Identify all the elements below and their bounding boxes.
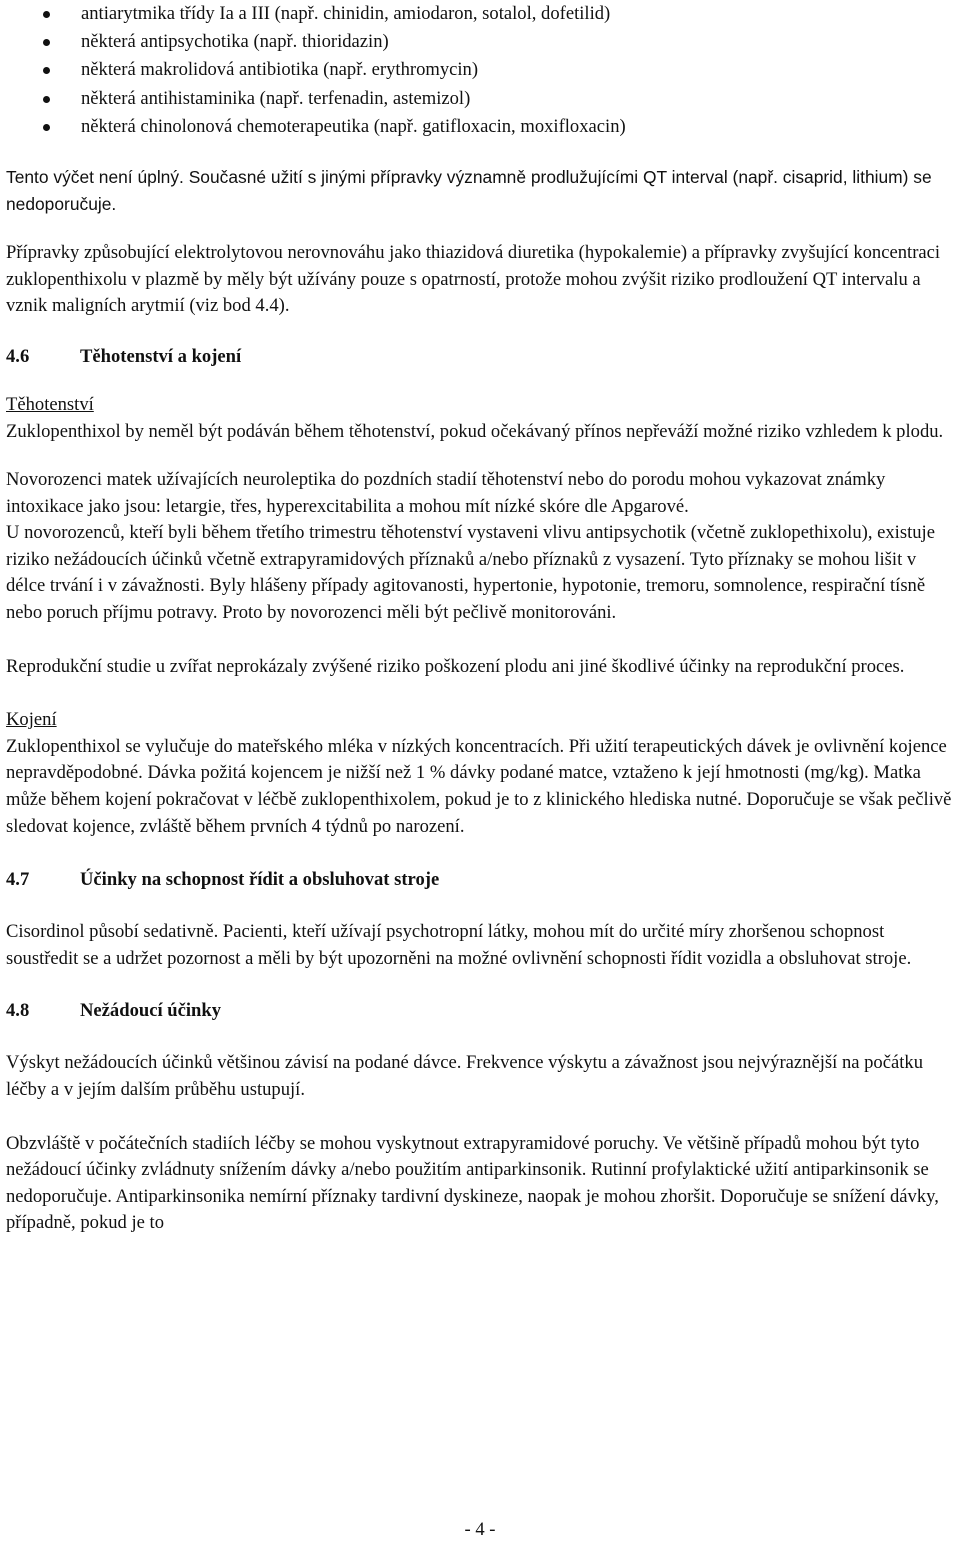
section-heading-4-8 — [6, 998, 954, 1024]
bullet-icon — [43, 67, 50, 74]
pregnancy-text: Zuklopenthixol by neměl být podáván během těhotenství, pokud očekávaný přínos nepřeváží možné riziko vzhledem k plodu. — [6, 420, 944, 442]
section-number: 4.7 — [6, 869, 30, 891]
interaction-drug-list — [6, 0, 954, 141]
section-title: Těhotenství a kojení — [80, 345, 242, 367]
driving-text: Cisordinol působí sedativně. Pacienti, kteří užívají psychotropní látky, mohou mít do určité míry zhoršenou schopnost soustředit se a udržet pozornost a měli by být upozorněni na možné ovlivnění schopnosti řídit vozidla a obsluhovat stroje. — [6, 921, 912, 969]
intro-note: Tento výčet není úplný. Současné užití s jinými přípravky významně prodlužujícími QT interval (např. cisaprid, lithium) se nedoporučuje. — [6, 166, 932, 214]
adverse-effects-text-1: Výskyt nežádoucích účinků většinou závisí na podané dávce. Frekvence výskytu a závažnost jsou nejvýraznější na počátku léčby a v jejím dalším průběhu ustupují. — [6, 1052, 923, 1100]
list-item: některá chinolonová chemoterapeutika (např. gatifloxacin, moxifloxacin) — [6, 113, 954, 141]
list-item: některá antipsychotika (např. thioridazin) — [6, 28, 954, 56]
list-item: některá makrolidová antibiotika (např. erythromycin) — [6, 56, 954, 84]
list-item: některá antihistaminika (např. terfenadin, astemizol) — [6, 85, 954, 113]
section-title: Nežádoucí účinky — [80, 1000, 222, 1022]
newborns-text: Novorozenci matek užívajících neuroleptika do pozdních stadií těhotenství nebo do porodu mohou vykazovat známky intoxikace jako jsou: letargie, třes, hyperexcitabilita a mohou mít nízké skóre dle Apgarové. — [6, 469, 886, 517]
section-heading-4-6 — [6, 344, 954, 370]
bullet-icon — [43, 124, 50, 131]
page-number: - 4 - — [464, 1519, 496, 1540]
reproduction-text: Reprodukční studie u zvířat neprokázaly zvýšené riziko poškození plodu ani jiné škodlivé účinky na reprodukční proces. — [6, 655, 905, 677]
list-item: antiarytmika třídy Ia a III (např. chinidin, amiodaron, sotalol, dofetilid) — [6, 0, 954, 28]
page-footer — [0, 1518, 960, 1542]
breastfeeding-text: Zuklopenthixol se vylučuje do mateřského mléka v nízkých koncentracích. Při užití terapeutických dávek je ovlivnění kojence nepravděpodobné. Dávka požitá kojencem je nižší než 1 % dávky podané matce, vztaženo k její hmotnosti (mg/kg). Matka může během kojení pokračovat v léčbě zuklopenthixolem, pokud je to z klinického hlediska nutné. Doporučuje se však pečlivě sledovat kojence, zvláště během prvních 4 týdnů po narození. — [6, 735, 952, 837]
breastfeeding-heading: Kojení — [6, 709, 57, 731]
section-number: 4.8 — [6, 1000, 30, 1022]
bullet-icon — [43, 96, 50, 103]
section-heading-4-7 — [6, 867, 954, 893]
bullet-icon — [43, 39, 50, 46]
section-number: 4.6 — [6, 345, 30, 367]
document-page — [6, 0, 954, 1237]
adverse-effects-text-2: Obzvláště v počátečních stadiích léčby se mohou vyskytnout extrapyramidové poruchy. Ve většině případů mohou být tyto nežádoucí účinky zvládnuty snížením dávky a/nebo použitím antiparkinsonik. Rutinní profylaktické užití antiparkinsonik se nedoporučuje. Antiparkinsonika nemírní příznaky tardivní dyskineze, naopak je mohou zhoršit. Doporučuje se snížení dávky, případně, pokud je to — [6, 1132, 939, 1234]
pregnancy-heading: Těhotenství — [6, 393, 94, 415]
third-trimester-text: U novorozenců, kteří byli během třetího trimestru těhotenství vystaveni vlivu antipsychotik (včetně zuklopethixolu), existuje riziko nežádoucích účinků včetně extrapyramidových příznaků a/nebo příznaků z vysazení. Tyto příznaky se mohou lišit v délce trvání i v závažnosti. Byly hlášeny případy agitovanosti, hypertonie, hypotonie, tremoru, somnolence, respirační tísně nebo poruch příjmu potravy. Proto by novorozenci měli být pečlivě monitorováni. — [6, 522, 935, 624]
bullet-icon — [43, 11, 50, 18]
electrolyte-paragraph: Přípravky způsobující elektrolytovou nerovnováhu jako thiazidová diuretika (hypokalemie) a přípravky zvyšující koncentraci zuklopenthixolu v plazmě by měly být užívány pouze s opatrností, protože mohou zvýšit riziko prodloužení QT intervalu a vznik maligních arytmií (viz bod 4.4). — [6, 242, 941, 317]
section-title: Účinky na schopnost řídit a obsluhovat stroje — [80, 869, 440, 891]
